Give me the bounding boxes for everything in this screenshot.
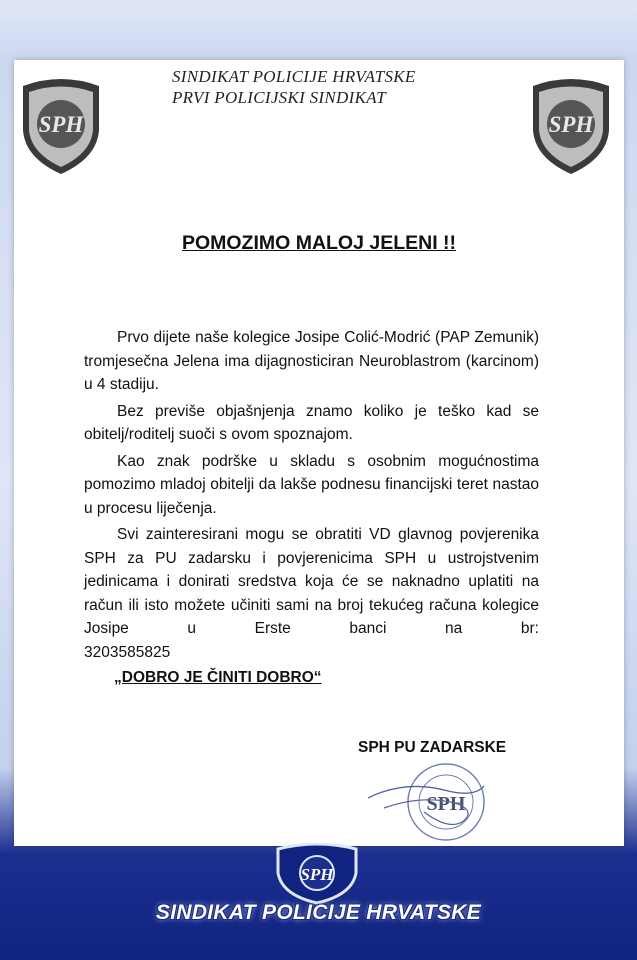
paragraph-4: Svi zainteresirani mogu se obratiti VD glavnog povjerenika SPH za PU zadarsku i povjerenicima SPH u ustrojstvenim jedinicama i donirati sredstva koja će se naknadno uplatiti na račun ili isto možete učiniti sami na broj tekućeg računa kolegice Josipe u Erste banci na br:	[84, 526, 539, 637]
header-line-2: PRVI POLICIJSKI SINDIKAT	[172, 88, 387, 107]
signature: SPH PU ZADARSKE	[358, 739, 507, 756]
paragraph-2: Bez previše objašnjenja znamo koliko je teško kad se obitelj/roditelj suoči s ovom spoznajom.	[84, 402, 539, 443]
header-text	[172, 66, 416, 108]
letter-page	[14, 60, 624, 846]
sph-shield-logo-right	[529, 76, 613, 176]
paragraph-1: Prvo dijete naše kolegice Josipe Colić-Modrić (PAP Zemunik) tromjesečna Jelena ima dijagnosticiran Neuroblastrom (karcinom) u 4 stadiju.	[84, 329, 539, 393]
letter-title: POMOZIMO MALOJ JELENI !!	[181, 232, 457, 254]
footer-logo-text: SPH	[300, 865, 334, 884]
account-number: 3203585825	[84, 643, 171, 661]
footer-title: SINDIKAT POLICIJE HRVATSKE	[155, 901, 482, 924]
sph-stamp-icon	[364, 750, 504, 845]
sph-shield-logo-left	[19, 76, 103, 176]
paragraph-3: Kao znak podrške u skladu s osobnim mogućnostima pomozimo mladoj obitelji da lakše podnesu financijski teret nastao u procesu liječenja.	[84, 452, 539, 517]
stamp-text: SPH	[426, 793, 466, 815]
shield-logo-text: SPH	[38, 112, 84, 137]
shield-logo-text: SPH	[548, 112, 594, 137]
footer-banner	[0, 843, 637, 960]
motto: „DOBRO JE ČINITI DOBRO“	[114, 669, 322, 686]
header-line-1: SINDIKAT POLICIJE HRVATSKE	[172, 67, 416, 86]
footer-shield-logo	[272, 843, 362, 905]
letter-body	[84, 326, 539, 690]
